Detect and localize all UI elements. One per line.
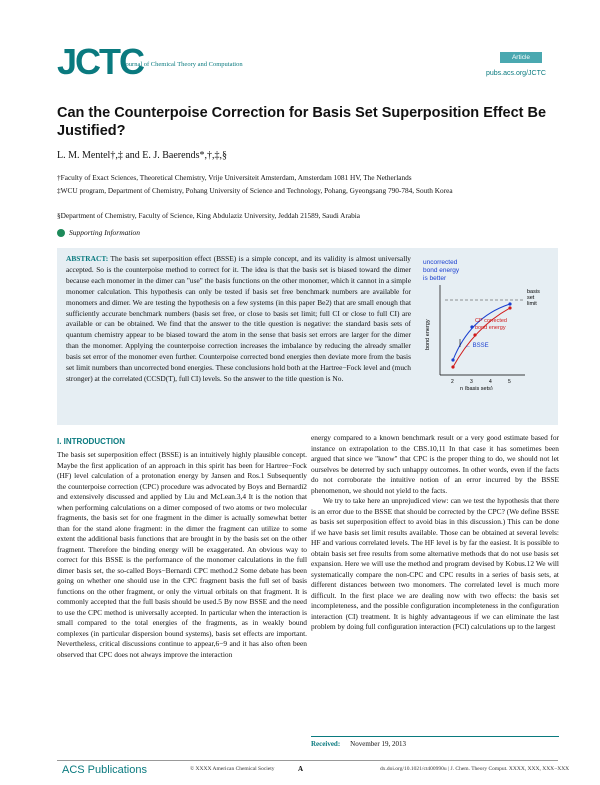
toc-corrected-curve — [453, 308, 510, 367]
acs-publications-logo[interactable]: ACS Publications — [62, 764, 147, 776]
received-date — [311, 736, 559, 748]
toc-label-bsse: ← BSSE — [465, 343, 489, 349]
toc-uncorrected-curve — [453, 304, 510, 360]
abstract — [66, 254, 411, 385]
toc-ylabel: bond energy — [425, 319, 431, 350]
affiliation-1: †Faculty of Exact Sciences, Theoretical Chemistry, Vrije Universiteit Amsterdam, Amsterdam 1081 HV, The Netherlands — [57, 173, 412, 182]
toc-point — [451, 358, 454, 361]
toc-point — [508, 302, 511, 305]
received-value: November 19, 2013 — [350, 740, 406, 748]
abstract-label: ABSTRACT: — [66, 254, 109, 263]
section-heading-introduction: I. INTRODUCTION — [57, 437, 125, 446]
article-type-badge: Article — [500, 52, 542, 63]
toc-xtick: 5 — [508, 379, 511, 385]
toc-label-uncorrected: uncorrected bond energy is better — [423, 259, 460, 282]
copyright: © XXXX American Chemical Society — [190, 766, 275, 772]
body-column-left: The basis set superposition effect (BSSE) is an intuitively highly plausible concept. Maybe the first application of an approach in this spirit has been for Hartree−Fock (HF) level calculation of a protonation energy by Jansen and Ros.1 Subsequently the counterpoise correction (CPC) procedure was advocated by Boys and Bernardi2 and extensively discussed and applied by Liu and McLean.3,4 It is the notion that when performing calculations on a dimer composed of two atoms or two molecular fragments, the basis set for one fragment in the dimer is actually somewhat better than for the stand alone fragment: in the dimer the fragment can utilize to some extent the additional basis functions that are brought in by the basis set on the other fragment. Therefore the binding energy will be exaggerated. An obvious way to correct for this BSSE is the performance of the monomer calculations in the full dimer basis set, the so-called Boys−Bernardi CPC method.2 Some debate has been going on whether one should use in the CPC fragment basis the full set of basis functions on the other fragment, or only the virtual orbitals on that fragment. It is commonly accepted that the full basis should be used.5 By now BSSE and the need to use the CPC method is universally accepted. In particular when the interaction is small compared to the total energies of the fragments, as in weakly bound complexes (in particular dispersion bound systems), basis set effects are important. Nevertheless, critical discussions continue to appear,6−9 and it has also often been observed that CPC does not always improve the interaction — [57, 450, 307, 659]
abstract-body: The basis set superposition effect (BSSE) is a simple concept, and its validity is almost universally accepted. So is the counterpoise method to correct for it. The idea is that the basis set is biased toward the dimer because each monomer in the dimer can "use" the basis functions on the other monomer, which it cannot in a simple monomer calculation. This hypothesis can only be tested if basis set free benchmark numbers are available for monomers and dimer. We are testing the hypothesis on a few systems (in this paper Be2) that are small enough that sufficiently accurate benchmark numbers (basis set free, or close to basis set limit; full CI or close to full CI) are available or can be obtained. We find that the answer to the title question is negative: the standard basis sets of quantum chemistry appear to be biased toward the atom in the sense that basis set errors are larger for the dimer than the monomer. Applying the counterpoise correction increases the imbalance by reducing the already smaller basis set error of the monomer even further. Counterpoise corrected bond energies then deviate more from the basis set limit numbers than uncorrected bond energies. These conclusions hold both at the Hartree−Fock level and (much stronger) at the correlated (CCSD(T), full CI) levels. So the answer to the title question is No. — [66, 254, 412, 383]
affiliation-2: ‡WCU program, Department of Chemistry, Pohang University of Science and Technology, Pohang, Gyeongsang 790-784, South Korea — [57, 186, 453, 195]
toc-xtick: 2 — [451, 379, 454, 385]
paper-title: Can the Counterpoise Correction for Basis Set Superposition Effect Be Justified? — [57, 105, 547, 139]
toc-point — [473, 333, 476, 336]
toc-point — [470, 325, 473, 328]
footer-divider — [57, 760, 558, 761]
toc-xtick: 3 — [470, 379, 473, 385]
paragraph: energy compared to a known benchmark result or a very good estimate based for instance on extrapolation to the CBS.10,11 In that case it has sometimes been argued that since we "know" that CPC is the proper thing to do, we should not let ourselves be deterred by such unhappy outcomes. In other words, even if the facts do not corroborate the intuitive notion of an error incurred by the BSSE phenomenon, we should not yield to the facts. — [311, 433, 559, 495]
supporting-info-link[interactable]: Supporting Information — [69, 228, 141, 237]
toc-xtick: 4 — [489, 379, 492, 385]
toc-xlabel: n (basis sets) — [460, 386, 493, 390]
supporting-info-icon[interactable] — [57, 229, 65, 237]
toc-point — [508, 306, 511, 309]
toc-label-corrected: CP corrected bond energy — [475, 318, 507, 331]
author-list: L. M. Mentel†,‡ and E. J. Baerends*,†,‡,§ — [57, 150, 227, 161]
affiliation-3: §Department of Chemistry, Faculty of Science, King Abdulaziz University, Jeddah 21589, Saudi Arabia — [57, 211, 361, 220]
journal-name: Journal of Chemical Theory and Computation — [123, 61, 243, 68]
journal-logo: JCTC — [57, 41, 144, 82]
doi-citation[interactable]: dx.doi.org/10.1021/ct400990u | J. Chem. Theory Comput. XXXX, XXX, XXX−XXX — [380, 766, 570, 772]
toc-point — [451, 365, 454, 368]
page-number: A — [298, 765, 304, 773]
journal-url-link[interactable]: pubs.acs.org/JCTC — [486, 70, 546, 77]
body-column-right — [311, 433, 559, 633]
toc-label-basis-limit: basis set limit — [527, 289, 540, 307]
received-label: Received: — [311, 740, 341, 748]
paragraph: We try to take here an unprejudiced view: can we test the hypothesis that there is an error due to the BSSE that should be corrected by the CPC? (We define BSSE as basis set superposition effect to avoid bias in this discussion.) This can be done if we have basis set limit results available. Those can be obtained at several levels: HF and various correlated levels. The HF level is by far the easiest. It is possible to obtain basis set free results from some alternative methods that do not use basis set expansion. Here we will use the method and program devised by Kobus.12 We will systematically compare the non-CPC and CPC results in a series of basis sets, at different distances between two monomers. The correlated level is much more difficult. In the first place we are dealing now with two effects: the basis set incompleteness, and the possible configuration incompleteness in the configuration interaction (CI) treatment. It is highly advantageous if we can eliminate the last problem by doing full configuration interaction (FCI) calculations up to the largest — [311, 496, 559, 631]
toc-graphic — [415, 255, 555, 390]
